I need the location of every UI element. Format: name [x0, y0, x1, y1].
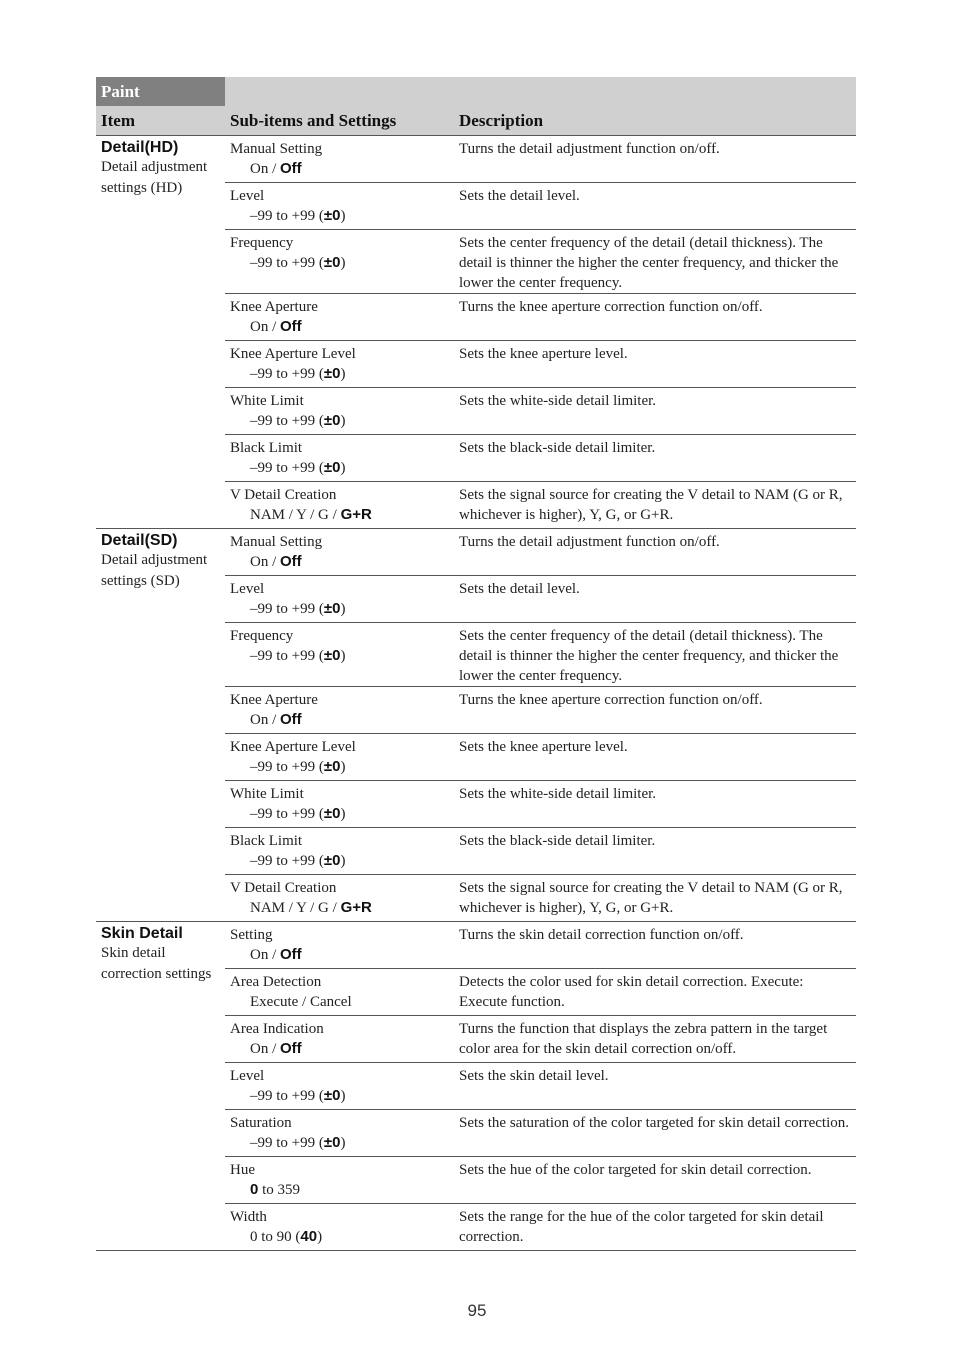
- sub-item-name: Level: [230, 581, 265, 597]
- sub-item-name: Knee Aperture: [230, 299, 318, 315]
- default-value: ±0: [323, 1087, 341, 1104]
- column-header-row: [96, 106, 856, 136]
- setting-values: [230, 458, 454, 478]
- value-text: –99 to +99 (: [250, 601, 324, 617]
- description-cell: Sets the saturation of the color targeted for skin detail correction.: [454, 1110, 856, 1157]
- value-text: Execute / Cancel: [250, 994, 352, 1010]
- value-text: ): [317, 1229, 323, 1245]
- description-cell: Sets the range for the hue of the color targeted for skin detail correction.: [454, 1204, 856, 1251]
- setting-values: [230, 364, 454, 384]
- description-cell: Turns the knee aperture correction function on/off.: [454, 687, 856, 734]
- value-text: ): [340, 366, 346, 382]
- default-value: Off: [280, 160, 302, 177]
- item-cell: [96, 529, 225, 922]
- description-cell: Sets the signal source for creating the V detail to NAM (G or R, whichever is higher), Y, G, or G+R.: [454, 875, 856, 922]
- sub-item-cell: [225, 183, 454, 230]
- description-cell: Sets the skin detail level.: [454, 1063, 856, 1110]
- value-text: NAM / Y / G /: [250, 900, 341, 916]
- sub-item-name: Black Limit: [230, 440, 303, 456]
- setting-values: [230, 552, 454, 572]
- description-cell: Sets the white-side detail limiter.: [454, 388, 856, 435]
- value-text: ): [340, 853, 346, 869]
- sub-item-name: Saturation: [230, 1115, 292, 1131]
- sub-item-cell: [225, 435, 454, 482]
- description-cell: Sets the center frequency of the detail (detail thickness). The detail is thinner the higher the center frequency, and thicker the lower the center frequency.: [454, 623, 856, 687]
- value-text: /: [268, 554, 281, 570]
- table-body: [96, 136, 856, 1251]
- paint-settings-table: [96, 77, 856, 1251]
- item-name: Skin Detail: [101, 925, 183, 942]
- value-text: –99 to +99 (: [250, 759, 324, 775]
- setting-values: [230, 757, 454, 777]
- value-text: –99 to +99 (: [250, 208, 324, 224]
- setting-values: [230, 851, 454, 871]
- sub-item-name: Area Detection: [230, 974, 322, 990]
- item-name: Detail(SD): [101, 532, 178, 549]
- sub-item-name: Hue: [230, 1162, 255, 1178]
- sub-item-cell: [225, 576, 454, 623]
- description-cell: Sets the detail level.: [454, 576, 856, 623]
- sub-item-cell: [225, 781, 454, 828]
- default-value: ±0: [323, 805, 341, 822]
- default-value: Off: [280, 1040, 302, 1057]
- default-value: 40: [300, 1228, 318, 1245]
- page-number: 95: [467, 1301, 487, 1320]
- value-text: NAM / Y / G /: [250, 507, 341, 523]
- sub-item-name: Manual Setting: [230, 534, 323, 550]
- setting-values: [230, 1133, 454, 1153]
- value-text: ): [340, 1088, 346, 1104]
- description-cell: Turns the knee aperture correction function on/off.: [454, 294, 856, 341]
- sub-item-cell: [225, 1157, 454, 1204]
- sub-item-cell: [225, 529, 454, 576]
- value-text: –99 to +99 (: [250, 413, 324, 429]
- category-label: Paint: [96, 77, 225, 106]
- default-value: ±0: [323, 365, 341, 382]
- sub-item-name: Level: [230, 188, 265, 204]
- value-text: ): [340, 208, 346, 224]
- sub-item-cell: [225, 341, 454, 388]
- value-text: –99 to +99 (: [250, 1135, 324, 1151]
- value-text: ): [340, 601, 346, 617]
- sub-item-name: Frequency: [230, 628, 294, 644]
- sub-item-cell: [225, 230, 454, 294]
- sub-item-name: Width: [230, 1209, 267, 1225]
- setting-values: [230, 898, 454, 918]
- value-text: –99 to +99 (: [250, 853, 324, 869]
- sub-item-cell: [225, 136, 454, 183]
- sub-item-cell: [225, 969, 454, 1016]
- table-row: [96, 136, 856, 183]
- column-header-item: Item: [96, 106, 225, 136]
- value-text: ): [340, 413, 346, 429]
- item-cell: [96, 136, 225, 529]
- sub-item-name: Knee Aperture: [230, 692, 318, 708]
- sub-item-cell: [225, 294, 454, 341]
- description-cell: Sets the hue of the color targeted for skin detail correction.: [454, 1157, 856, 1204]
- sub-item-name: Level: [230, 1068, 265, 1084]
- setting-values: [230, 804, 454, 824]
- sub-item-name: Knee Aperture Level: [230, 346, 356, 362]
- value-text: On: [250, 947, 269, 963]
- description-cell: Sets the black-side detail limiter.: [454, 435, 856, 482]
- default-value: ±0: [323, 600, 341, 617]
- default-value: ±0: [323, 254, 341, 271]
- sub-item-cell: [225, 828, 454, 875]
- column-header-description: Description: [454, 106, 856, 136]
- value-text: On: [250, 712, 269, 728]
- sub-item-name: Knee Aperture Level: [230, 739, 356, 755]
- value-text: ): [340, 759, 346, 775]
- sub-item-cell: [225, 875, 454, 922]
- setting-values: [230, 505, 454, 525]
- item-name: Detail(HD): [101, 139, 179, 156]
- description-cell: Sets the detail level.: [454, 183, 856, 230]
- default-value: ±0: [323, 412, 341, 429]
- sub-item-name: Black Limit: [230, 833, 303, 849]
- default-value: G+R: [340, 899, 372, 916]
- value-text: ): [340, 255, 346, 271]
- description-cell: Sets the knee aperture level.: [454, 341, 856, 388]
- sub-item-name: Area Indication: [230, 1021, 324, 1037]
- item-description: Detail adjustment settings (HD): [101, 159, 208, 196]
- sub-item-cell: [225, 922, 454, 969]
- value-text: –99 to +99 (: [250, 648, 324, 664]
- setting-values: [230, 253, 454, 273]
- default-value: ±0: [323, 459, 341, 476]
- default-value: Off: [280, 553, 302, 570]
- value-text: /: [268, 1041, 281, 1057]
- sub-item-name: V Detail Creation: [230, 880, 337, 896]
- default-value: Off: [280, 946, 302, 963]
- value-text: ): [340, 806, 346, 822]
- default-value: ±0: [323, 852, 341, 869]
- value-text: –99 to +99 (: [250, 255, 324, 271]
- sub-item-name: Manual Setting: [230, 141, 323, 157]
- value-text: On: [250, 554, 269, 570]
- value-text: On: [250, 1041, 269, 1057]
- value-text: On: [250, 319, 269, 335]
- table-row: [96, 529, 856, 576]
- value-text: On: [250, 161, 269, 177]
- description-cell: Sets the black-side detail limiter.: [454, 828, 856, 875]
- sub-item-cell: [225, 734, 454, 781]
- description-cell: Turns the detail adjustment function on/off.: [454, 136, 856, 183]
- default-value: 0: [250, 1181, 259, 1198]
- sub-item-cell: [225, 1016, 454, 1063]
- setting-values: [230, 599, 454, 619]
- description-cell: Sets the signal source for creating the V detail to NAM (G or R, whichever is higher), Y, G, or G+R.: [454, 482, 856, 529]
- sub-item-cell: [225, 482, 454, 529]
- default-value: ±0: [323, 758, 341, 775]
- value-text: –99 to +99 (: [250, 806, 324, 822]
- description-cell: Turns the function that displays the zebra pattern in the target color area for the skin detail correction on/off.: [454, 1016, 856, 1063]
- sub-item-name: V Detail Creation: [230, 487, 337, 503]
- sub-item-cell: [225, 687, 454, 734]
- setting-values: [230, 317, 454, 337]
- table-row: [96, 922, 856, 969]
- setting-values: [230, 1039, 454, 1059]
- default-value: ±0: [323, 207, 341, 224]
- value-text: /: [268, 947, 281, 963]
- value-text: ): [340, 648, 346, 664]
- value-text: 0 to 90 (: [250, 1229, 301, 1245]
- description-cell: Sets the knee aperture level.: [454, 734, 856, 781]
- value-text: /: [268, 161, 281, 177]
- item-description: Detail adjustment settings (SD): [101, 552, 208, 589]
- default-value: Off: [280, 318, 302, 335]
- value-text: /: [268, 712, 281, 728]
- description-cell: Sets the white-side detail limiter.: [454, 781, 856, 828]
- sub-item-name: White Limit: [230, 393, 304, 409]
- description-cell: Turns the skin detail correction function on/off.: [454, 922, 856, 969]
- setting-values: [230, 992, 454, 1012]
- setting-values: [230, 159, 454, 179]
- sub-item-cell: [225, 623, 454, 687]
- sub-item-name: Frequency: [230, 235, 294, 251]
- sub-item-cell: [225, 1204, 454, 1251]
- setting-values: [230, 945, 454, 965]
- setting-values: [230, 1227, 454, 1247]
- value-text: –99 to +99 (: [250, 460, 324, 476]
- setting-values: [230, 1180, 454, 1200]
- value-text: ): [340, 460, 346, 476]
- header-spacer: [454, 77, 856, 106]
- column-header-sub-items: Sub-items and Settings: [225, 106, 454, 136]
- default-value: Off: [280, 711, 302, 728]
- value-text: –99 to +99 (: [250, 1088, 324, 1104]
- item-cell: [96, 922, 225, 1251]
- default-value: G+R: [340, 506, 372, 523]
- value-text: ): [340, 1135, 346, 1151]
- value-text: to 359: [258, 1182, 301, 1198]
- setting-values: [230, 1086, 454, 1106]
- description-cell: Turns the detail adjustment function on/off.: [454, 529, 856, 576]
- sub-item-name: Setting: [230, 927, 273, 943]
- sub-item-cell: [225, 1063, 454, 1110]
- description-cell: Detects the color used for skin detail correction. Execute: Execute function.: [454, 969, 856, 1016]
- category-header-row: [96, 77, 856, 106]
- header-spacer: [225, 77, 454, 106]
- setting-values: [230, 710, 454, 730]
- item-description: Skin detail correction settings: [101, 945, 212, 982]
- description-cell: Sets the center frequency of the detail (detail thickness). The detail is thinner the higher the center frequency, and thicker the lower the center frequency.: [454, 230, 856, 294]
- setting-values: [230, 646, 454, 666]
- default-value: ±0: [323, 647, 341, 664]
- sub-item-name: White Limit: [230, 786, 304, 802]
- setting-values: [230, 206, 454, 226]
- sub-item-cell: [225, 388, 454, 435]
- value-text: –99 to +99 (: [250, 366, 324, 382]
- default-value: ±0: [323, 1134, 341, 1151]
- sub-item-cell: [225, 1110, 454, 1157]
- setting-values: [230, 411, 454, 431]
- value-text: /: [268, 319, 281, 335]
